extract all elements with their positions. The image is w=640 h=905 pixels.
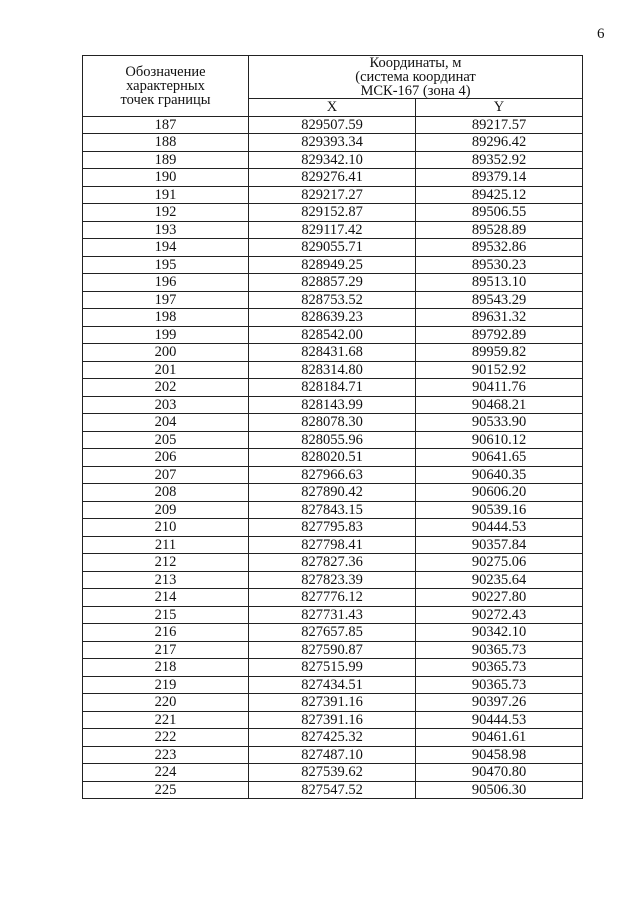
point-number-cell: 225	[83, 781, 249, 799]
table-row	[83, 169, 583, 187]
x-coordinate-cell: 827434.51	[249, 676, 416, 694]
header-coords-line: Координаты, м	[369, 55, 462, 71]
table-row	[83, 536, 583, 554]
table-row	[83, 274, 583, 292]
x-coordinate-cell: 829055.71	[249, 239, 416, 257]
table-row	[83, 729, 583, 747]
table-row	[83, 239, 583, 257]
y-coordinate-cell: 89528.89	[416, 221, 583, 239]
point-number-cell: 200	[83, 344, 249, 362]
table-row	[83, 309, 583, 327]
point-number-cell: 204	[83, 414, 249, 432]
x-coordinate-cell: 827890.42	[249, 484, 416, 502]
header-point-line: характерных	[126, 77, 205, 94]
y-coordinate-cell: 90461.61	[416, 729, 583, 747]
table-row	[83, 414, 583, 432]
y-coordinate-cell: 90506.30	[416, 781, 583, 799]
table-row	[83, 431, 583, 449]
table-row	[83, 466, 583, 484]
point-number-cell: 211	[83, 536, 249, 554]
y-coordinate-cell: 90235.64	[416, 571, 583, 589]
table-row	[83, 519, 583, 537]
table-row	[83, 641, 583, 659]
x-coordinate-cell: 828143.99	[249, 396, 416, 414]
x-coordinate-cell: 829507.59	[249, 116, 416, 134]
y-coordinate-cell: 90365.73	[416, 676, 583, 694]
point-number-cell: 190	[83, 169, 249, 187]
coordinates-table	[82, 55, 583, 799]
header-point-line: Обозначение	[125, 63, 206, 80]
point-number-cell: 187	[83, 116, 249, 134]
point-number-cell: 199	[83, 326, 249, 344]
y-coordinate-cell: 90539.16	[416, 501, 583, 519]
y-coordinate-cell: 90152.92	[416, 361, 583, 379]
y-coordinate-cell: 89352.92	[416, 151, 583, 169]
y-coordinate-cell: 90533.90	[416, 414, 583, 432]
x-coordinate-cell: 828184.71	[249, 379, 416, 397]
table-row	[83, 694, 583, 712]
x-coordinate-cell: 827425.32	[249, 729, 416, 747]
table-row	[83, 204, 583, 222]
point-number-cell: 219	[83, 676, 249, 694]
x-coordinate-cell: 827966.63	[249, 466, 416, 484]
table-row	[83, 379, 583, 397]
point-number-cell: 189	[83, 151, 249, 169]
x-coordinate-cell: 828020.51	[249, 449, 416, 467]
x-coordinate-cell: 828055.96	[249, 431, 416, 449]
x-coordinate-cell: 827843.15	[249, 501, 416, 519]
y-coordinate-cell: 90365.73	[416, 659, 583, 677]
table-row	[83, 676, 583, 694]
table-row	[83, 554, 583, 572]
y-coordinate-cell: 90275.06	[416, 554, 583, 572]
point-number-cell: 216	[83, 624, 249, 642]
header-y: Y	[416, 99, 583, 117]
point-number-cell: 197	[83, 291, 249, 309]
y-coordinate-cell: 90458.98	[416, 746, 583, 764]
point-number-cell: 218	[83, 659, 249, 677]
y-coordinate-cell: 90641.65	[416, 449, 583, 467]
y-coordinate-cell: 89513.10	[416, 274, 583, 292]
point-number-cell: 221	[83, 711, 249, 729]
y-coordinate-cell: 90468.21	[416, 396, 583, 414]
table-row	[83, 396, 583, 414]
point-number-cell: 194	[83, 239, 249, 257]
x-coordinate-cell: 829217.27	[249, 186, 416, 204]
table-row	[83, 589, 583, 607]
x-coordinate-cell: 827547.52	[249, 781, 416, 799]
point-number-cell: 202	[83, 379, 249, 397]
point-number-cell: 192	[83, 204, 249, 222]
point-number-cell: 213	[83, 571, 249, 589]
y-coordinate-cell: 90272.43	[416, 606, 583, 624]
table-row	[83, 624, 583, 642]
point-number-cell: 195	[83, 256, 249, 274]
table-row	[83, 764, 583, 782]
x-coordinate-cell: 829393.34	[249, 134, 416, 152]
table-row	[83, 221, 583, 239]
y-coordinate-cell: 89217.57	[416, 116, 583, 134]
header-x: X	[249, 99, 416, 117]
y-coordinate-cell: 90227.80	[416, 589, 583, 607]
point-number-cell: 198	[83, 309, 249, 327]
table-row	[83, 746, 583, 764]
x-coordinate-cell: 828949.25	[249, 256, 416, 274]
x-coordinate-cell: 827391.16	[249, 694, 416, 712]
x-coordinate-cell: 827731.43	[249, 606, 416, 624]
x-coordinate-cell: 827776.12	[249, 589, 416, 607]
y-coordinate-cell: 89543.29	[416, 291, 583, 309]
x-coordinate-cell: 827539.62	[249, 764, 416, 782]
y-coordinate-cell: 89631.32	[416, 309, 583, 327]
table-row	[83, 151, 583, 169]
y-coordinate-cell: 89296.42	[416, 134, 583, 152]
point-number-cell: 193	[83, 221, 249, 239]
table-body	[83, 116, 583, 799]
table-row	[83, 781, 583, 799]
point-number-cell: 224	[83, 764, 249, 782]
point-number-cell: 214	[83, 589, 249, 607]
header-coordinates	[249, 56, 583, 99]
y-coordinate-cell: 89792.89	[416, 326, 583, 344]
table-row	[83, 291, 583, 309]
x-coordinate-cell: 827795.83	[249, 519, 416, 537]
y-coordinate-cell: 90357.84	[416, 536, 583, 554]
x-coordinate-cell: 827823.39	[249, 571, 416, 589]
x-coordinate-cell: 827827.36	[249, 554, 416, 572]
x-coordinate-cell: 828542.00	[249, 326, 416, 344]
x-coordinate-cell: 827487.10	[249, 746, 416, 764]
table-row	[83, 501, 583, 519]
x-coordinate-cell: 828857.29	[249, 274, 416, 292]
table-row	[83, 449, 583, 467]
point-number-cell: 210	[83, 519, 249, 537]
point-number-cell: 191	[83, 186, 249, 204]
y-coordinate-cell: 90411.76	[416, 379, 583, 397]
y-coordinate-cell: 89959.82	[416, 344, 583, 362]
x-coordinate-cell: 827657.85	[249, 624, 416, 642]
point-number-cell: 196	[83, 274, 249, 292]
y-coordinate-cell: 90610.12	[416, 431, 583, 449]
table-row	[83, 484, 583, 502]
y-coordinate-cell: 90470.80	[416, 764, 583, 782]
x-coordinate-cell: 828639.23	[249, 309, 416, 327]
table-row	[83, 256, 583, 274]
table-row	[83, 606, 583, 624]
point-number-cell: 222	[83, 729, 249, 747]
x-coordinate-cell: 827590.87	[249, 641, 416, 659]
point-number-cell: 212	[83, 554, 249, 572]
y-coordinate-cell: 90342.10	[416, 624, 583, 642]
y-coordinate-cell: 90640.35	[416, 466, 583, 484]
y-coordinate-cell: 89530.23	[416, 256, 583, 274]
x-coordinate-cell: 828078.30	[249, 414, 416, 432]
y-coordinate-cell: 90444.53	[416, 711, 583, 729]
y-coordinate-cell: 89506.55	[416, 204, 583, 222]
y-coordinate-cell: 89425.12	[416, 186, 583, 204]
point-number-cell: 207	[83, 466, 249, 484]
table-row	[83, 361, 583, 379]
x-coordinate-cell: 829276.41	[249, 169, 416, 187]
y-coordinate-cell: 89532.86	[416, 239, 583, 257]
table-row	[83, 116, 583, 134]
table-row	[83, 659, 583, 677]
x-coordinate-cell: 828314.80	[249, 361, 416, 379]
table-row	[83, 344, 583, 362]
y-coordinate-cell: 89379.14	[416, 169, 583, 187]
x-coordinate-cell: 829152.87	[249, 204, 416, 222]
y-coordinate-cell: 90606.20	[416, 484, 583, 502]
x-coordinate-cell: 827515.99	[249, 659, 416, 677]
point-number-cell: 208	[83, 484, 249, 502]
x-coordinate-cell: 828431.68	[249, 344, 416, 362]
x-coordinate-cell: 827798.41	[249, 536, 416, 554]
point-number-cell: 220	[83, 694, 249, 712]
point-number-cell: 206	[83, 449, 249, 467]
point-number-cell: 217	[83, 641, 249, 659]
header-point-designation	[83, 56, 249, 117]
point-number-cell: 209	[83, 501, 249, 519]
table-row	[83, 711, 583, 729]
y-coordinate-cell: 90397.26	[416, 694, 583, 712]
header-point-line: точек границы	[120, 91, 211, 108]
page-number: 6	[597, 26, 605, 42]
x-coordinate-cell: 829342.10	[249, 151, 416, 169]
point-number-cell: 203	[83, 396, 249, 414]
y-coordinate-cell: 90444.53	[416, 519, 583, 537]
point-number-cell: 215	[83, 606, 249, 624]
x-coordinate-cell: 827391.16	[249, 711, 416, 729]
point-number-cell: 205	[83, 431, 249, 449]
table-row	[83, 326, 583, 344]
y-coordinate-cell: 90365.73	[416, 641, 583, 659]
point-number-cell: 188	[83, 134, 249, 152]
table-row	[83, 186, 583, 204]
table-row	[83, 134, 583, 152]
x-coordinate-cell: 828753.52	[249, 291, 416, 309]
x-coordinate-cell: 829117.42	[249, 221, 416, 239]
point-number-cell: 201	[83, 361, 249, 379]
header-coords-line: (система координат	[355, 69, 476, 85]
table-row	[83, 571, 583, 589]
header-coords-line: МСК-167 (зона 4)	[360, 83, 471, 99]
point-number-cell: 223	[83, 746, 249, 764]
